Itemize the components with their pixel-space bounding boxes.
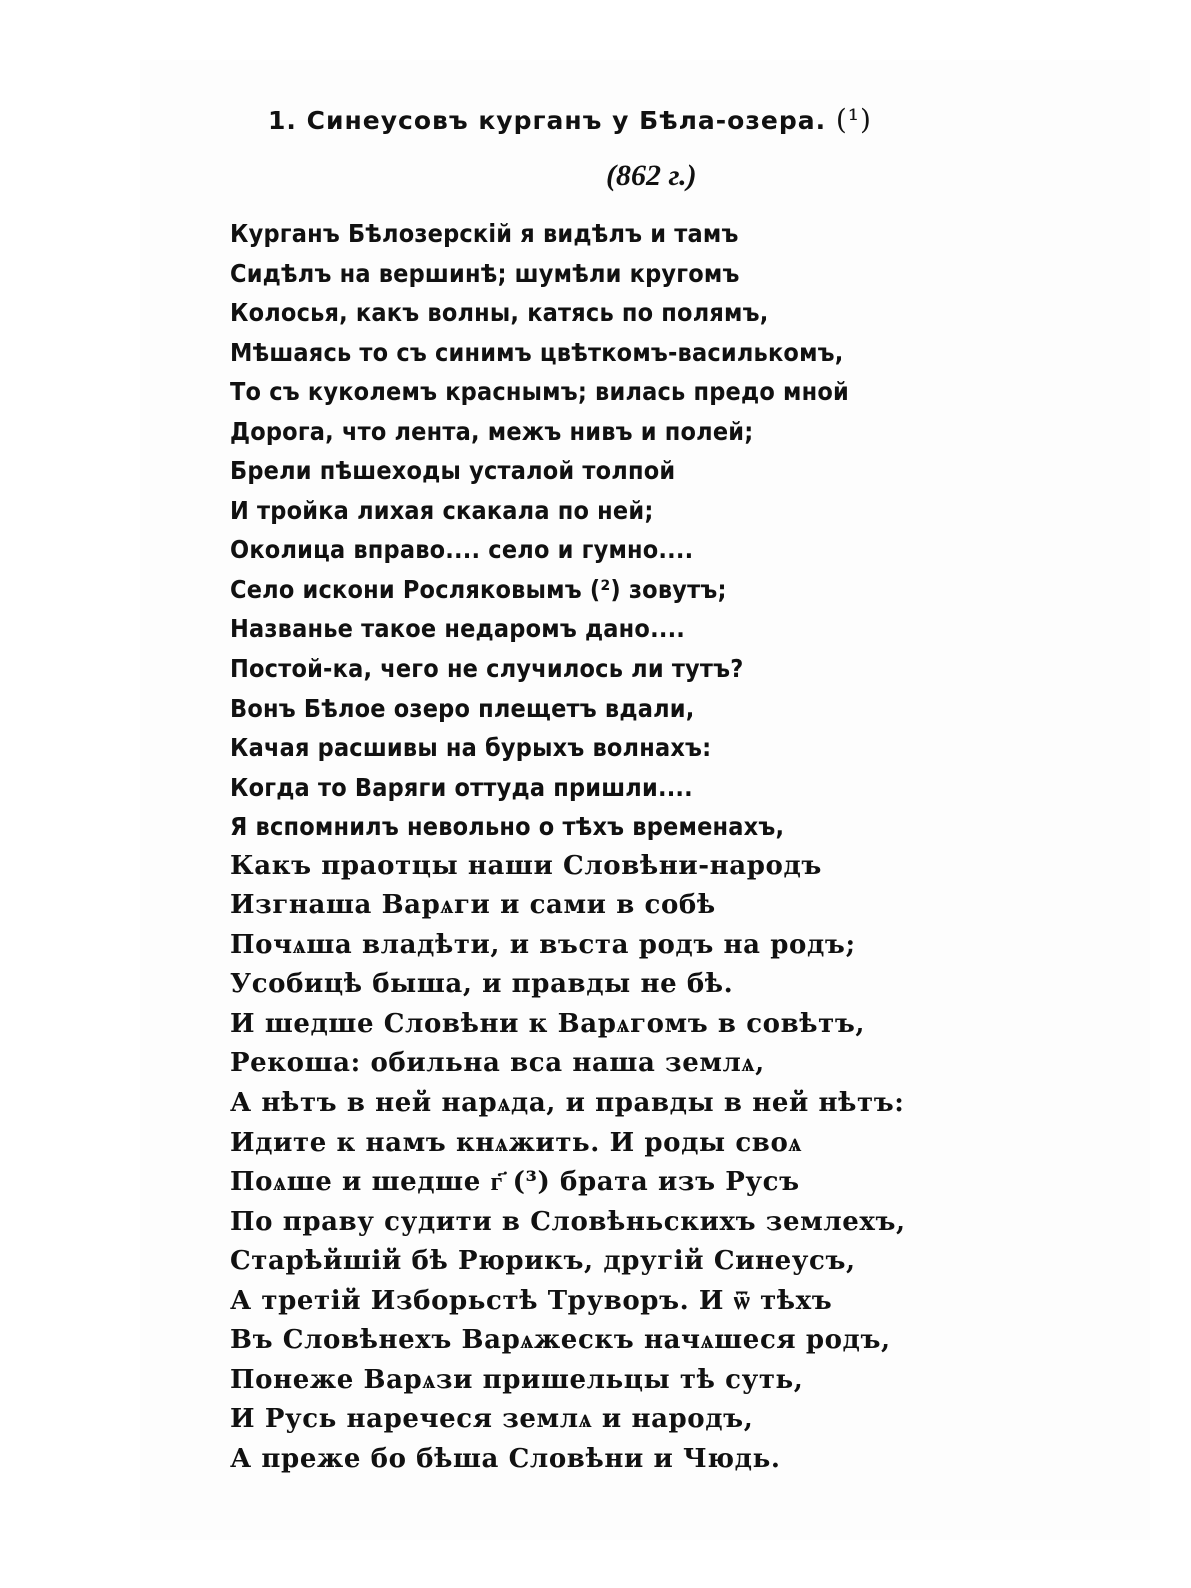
verse-line: Околица вправо.... село и гумно.... [230, 535, 694, 565]
verse-line-chronicle: Рекоша: обильна вса наша землѧ, [230, 1048, 765, 1079]
verse-line-chronicle: И шедше Словѣни к Варѧгомъ в совѣтъ, [230, 1008, 866, 1039]
verse-lines [230, 214, 1130, 1480]
verse-line: Сидѣлъ на вершинѣ; шумѣли кругомъ [230, 258, 740, 288]
verse-line: Село искони Росляковымъ (²) зовутъ; [230, 574, 727, 604]
verse-line-chronicle: Усобицѣ быша, и правды не бѣ. [230, 969, 734, 1000]
verse-line-chronicle: Поѧше и шедше г҃ (³) брата изъ Русъ [230, 1167, 800, 1198]
verse-line-chronicle: А третій Изборьстѣ Труворъ. И ѿ тѣхъ [230, 1285, 833, 1316]
verse-line-chronicle: Старѣйшій бѣ Рюрикъ, другій Синеусъ, [230, 1246, 856, 1277]
poem-title-text: Синеусовъ курганъ у Бѣла-озера. [306, 106, 827, 135]
poem-year: (862 г.) [606, 159, 697, 192]
verse-line: Дорога, что лента, межъ нивъ и полей; [230, 416, 754, 446]
verse-line-chronicle: Изгнаша Варѧги и сами в собѣ [230, 890, 716, 921]
verse-line: Когда то Варяги оттуда пришли.... [230, 772, 693, 802]
verse-line: И тройка лихая скакала по ней; [230, 495, 654, 525]
verse-line-chronicle: Какъ праотцы наши Словѣни-народъ [230, 850, 822, 881]
verse-line-chronicle: По праву судити в Словѣньскихъ землехъ, [230, 1206, 906, 1237]
verse-line-chronicle: А нѣтъ в ней нарѧда, и правды в ней нѣтъ: [230, 1088, 905, 1119]
footnote-marker: (¹) [835, 103, 872, 136]
verse-line-chronicle: Идите к намъ кнѧжить. И роды своѧ [230, 1127, 802, 1158]
verse-line-chronicle: Въ Словѣнехъ Варѧжескъ начѧшеся родъ, [230, 1325, 891, 1356]
verse-line-chronicle: Понеже Варѧзи пришельцы тѣ суть, [230, 1364, 804, 1395]
verse-line: Качая расшивы на бурыхъ волнахъ: [230, 733, 712, 763]
verse-line: Вонъ Бѣлое озеро плещетъ вдали, [230, 693, 695, 723]
verse-line-chronicle: И Русь наречеся землѧ и народъ, [230, 1404, 754, 1435]
verse-line: Курганъ Бѣлозерскій я видѣлъ и тамъ [230, 219, 739, 248]
verse-line: Колосья, какъ волны, катясь по полямъ, [230, 298, 769, 328]
verse-line: Брели пѣшеходы усталой толпой [230, 456, 676, 486]
poem-title [268, 100, 1048, 141]
verse-line-chronicle: А преже бо бѣша Словѣни и Чюдь. [230, 1443, 781, 1474]
verse-line: Мѣшаясь то съ синимъ цвѣткомъ-василькомъ, [230, 337, 844, 367]
verse-line: То съ куколемъ краснымъ; вилась предо мной [230, 377, 849, 407]
poem-number: 1. [268, 106, 297, 135]
verse-line: Я вспомнилъ невольно о тѣхъ временахъ, [230, 812, 785, 842]
verse-line-chronicle: Почѧша владѣти, и въста родъ на родъ; [230, 929, 856, 960]
verse-line: Постой-ка, чего не случилось ли тутъ? [230, 654, 744, 684]
verse-line: Названье такое недаромъ дано.... [230, 614, 686, 644]
